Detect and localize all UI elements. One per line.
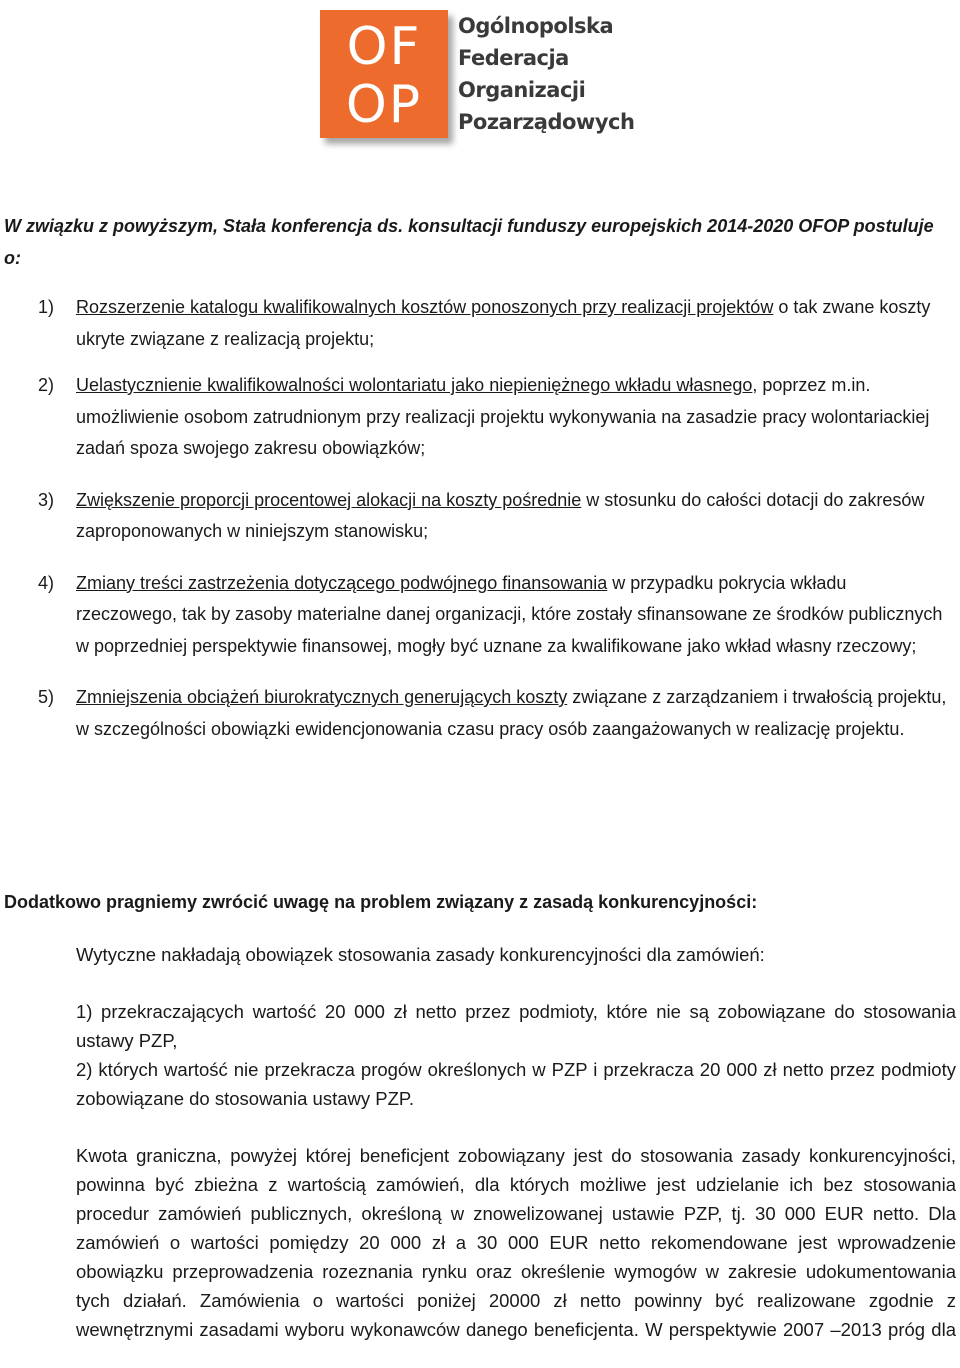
section-lead: Wytyczne nakładają obowiązek stosowania zasady konkurencyjności dla zamówień: bbox=[76, 944, 765, 965]
list-item-title: Uelastycznienie kwalifikowalności wolontariatu jako niepieniężnego wkładu własnego bbox=[76, 375, 753, 395]
list-item-text: o tak zwane koszty ukryte związane z realizacją projektu; bbox=[76, 297, 931, 349]
section-heading: Dodatkowo pragniemy zwrócić uwagę na problem związany z zasadą konkurencyjności: bbox=[4, 892, 758, 912]
logo-letters-bottom: OP bbox=[345, 75, 423, 135]
postulates-list bbox=[0, 292, 960, 745]
list-item-number: 5) bbox=[38, 687, 55, 707]
threshold-paragraph: Kwota graniczna, powyżej której beneficjent zobowiązany jest do stosowania zasady konkurencyjności, powinna być zbieżna z wartością zamówień, dla których możliwe jest udzielanie ich bez stosowania procedur zamówień publicznych, określoną w znowelizowanej ustawie PZP, tj. 30 000 EUR netto. Dla zamówień o wartości pomiędzy 20 000 zł a 30 000 EUR netto rekomendowane jest wprowadzenie obowiązku przeprowadzenia rozeznania rynku oraz określenie wymogów w zakresie udokumentowania tych działań. Zamówienia o wartości poniżej 20000 zł netto powinny być realizowane zgodnie z wewnętrznymi zasadami wyboru wykonawców danego beneficjenta. W perspektywie 2007 –2013 próg dla bbox=[76, 1145, 956, 1340]
list-item bbox=[0, 485, 960, 548]
competition-item-2: 2) których wartość nie przekracza progów określonych w PZP i przekracza 20 000 zł netto przez podmioty zobowiązane do stosowania ustawy PZP. bbox=[76, 1059, 956, 1109]
list-item-text: , poprzez m.in. umożliwienie osobom zatrudnionym przy realizacji projektu wykonywania na zasadzie pracy wolontariackiej zadań spoza swojego zakresu obowiązków; bbox=[76, 375, 930, 458]
list-item-title: Zwiększenie proporcji procentowej alokacji na koszty pośrednie bbox=[76, 489, 582, 510]
list-item-title: Zmniejszenia obciążeń biurokratycznych generujących koszty bbox=[76, 687, 568, 707]
list-item-number: 3) bbox=[38, 489, 55, 510]
logo-name-line: Organizacji bbox=[458, 78, 586, 102]
logo-name-line: Federacja bbox=[458, 46, 569, 70]
list-item-title: Rozszerzenie katalogu kwalifikowalnych kosztów ponoszonych przy realizacji projektów bbox=[76, 297, 774, 317]
list-item bbox=[0, 568, 960, 663]
list-item-title: Zmiany treści zastrzeżenia dotyczącego podwójnego finansowania bbox=[76, 572, 608, 593]
logo-square bbox=[320, 10, 448, 138]
list-item-text: związane z zarządzaniem i trwałością projektu, w szczególności obowiązki ewidencjonowania czasu pracy osób zaangażowanych w realizację projektu. bbox=[76, 687, 947, 739]
intro-text: W związku z powyższym, Stała konferencja ds. konsultacji funduszy europejskich 2014-2020 OFOP postuluje o: bbox=[4, 216, 934, 268]
ofop-logo bbox=[316, 6, 635, 152]
list-item bbox=[0, 292, 960, 355]
competition-item-1: 1) przekraczających wartość 20 000 zł netto przez podmioty, które nie są zobowiązane do stosowania ustawy PZP, bbox=[76, 1001, 956, 1051]
list-item-number: 1) bbox=[38, 297, 55, 317]
logo-letters-top: OF bbox=[346, 17, 422, 77]
list-item-number: 4) bbox=[38, 572, 55, 593]
logo-organization-name bbox=[458, 10, 634, 138]
list-item bbox=[0, 682, 960, 745]
intro-heading bbox=[4, 210, 934, 274]
logo-name-line: Ogólnopolska bbox=[458, 14, 614, 38]
logo-name-line: Pozarządowych bbox=[458, 110, 635, 134]
list-item-text: w stosunku do całości dotacji do zakresów zaproponowanych w niniejszym stanowisku; bbox=[76, 489, 925, 541]
list-item bbox=[0, 370, 960, 465]
logo-letters bbox=[320, 18, 448, 138]
list-item-text: w przypadku pokrycia wkładu rzeczowego, tak by zasoby materialne danej organizacji, które zostały sfinansowane ze środków publicznych w poprzedniej perspektywie finansowej, mogły być uznane za kwalifikowane jako wkład własny rzeczowy; bbox=[76, 572, 943, 656]
list-item-number: 2) bbox=[38, 375, 55, 395]
